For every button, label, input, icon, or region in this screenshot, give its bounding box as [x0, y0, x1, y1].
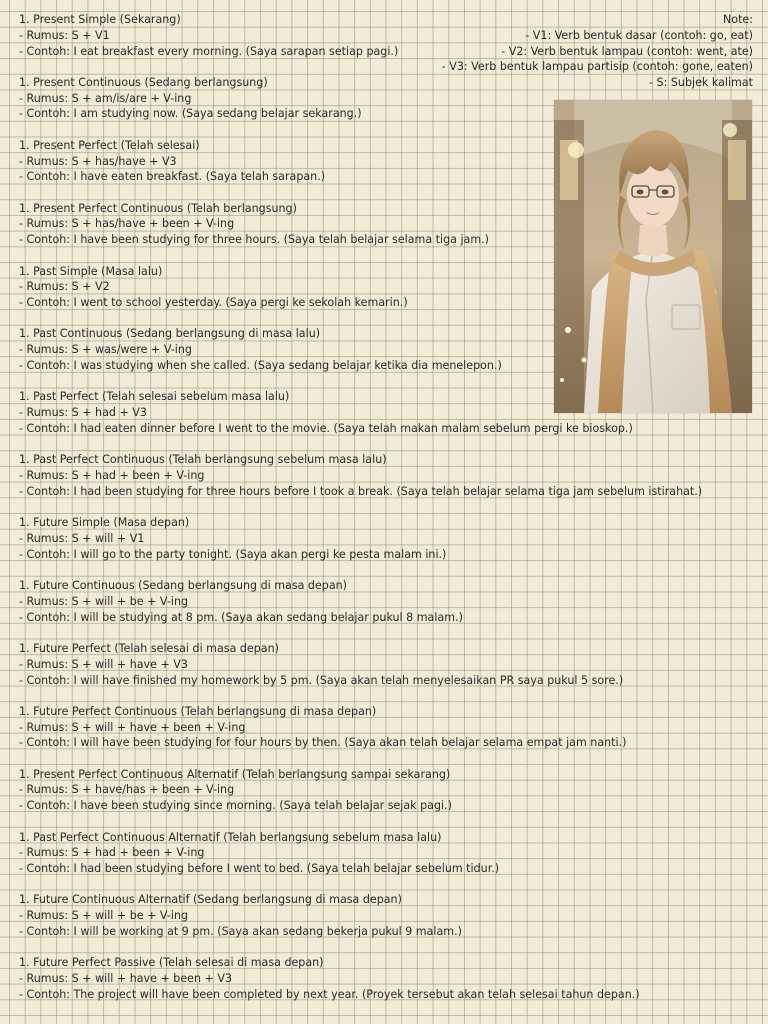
tense-example: - Contoh: I will have been studying for four hours by then. (Saya akan telah belajar selama empat jam nanti.): [19, 736, 627, 750]
tense-formula: - Rumus: S + have/has + been + V-ing: [19, 783, 235, 797]
tense-title: 1. Past Perfect Continuous Alternatif (Telah berlangsung sebelum masa lalu): [19, 830, 442, 844]
tense-title: 1. Future Continuous Alternatif (Sedang berlangsung di masa depan): [19, 893, 402, 907]
tense-section: [19, 515, 759, 562]
tense-title: 1. Past Simple (Masa lalu): [19, 264, 163, 278]
tense-formula: - Rumus: S + will + V1: [19, 531, 145, 545]
tense-title: 1. Present Continuous (Sedang berlangsung): [19, 75, 268, 89]
tense-example: - Contoh: I will go to the party tonight. (Saya akan pergi ke pesta malam ini.): [19, 547, 447, 561]
tense-section: [19, 830, 759, 877]
tense-formula: - Rumus: S + V2: [19, 280, 110, 294]
tense-example: - Contoh: I had been studying before I went to bed. (Saya telah belajar sebelum tidur.): [19, 862, 500, 876]
tense-formula: - Rumus: S + has/have + been + V-ing: [19, 217, 235, 231]
note-item: - V2: Verb bentuk lampau (contoh: went, ate): [501, 44, 753, 58]
tense-formula: - Rumus: S + has/have + V3: [19, 154, 177, 168]
tense-title: 1. Past Perfect Continuous (Telah berlangsung sebelum masa lalu): [19, 453, 387, 467]
tense-title: 1. Future Perfect Continuous (Telah berlangsung di masa depan): [19, 704, 377, 718]
tense-section: [19, 452, 759, 499]
tense-example: - Contoh: The project will have been completed by next year. (Proyek tersebut akan telah selesai tahun depan.): [19, 987, 640, 1001]
tense-section: [19, 892, 759, 939]
character-portrait: [554, 100, 752, 413]
tense-formula: - Rumus: S + was/were + V-ing: [19, 343, 192, 357]
tense-formula: - Rumus: S + will + have + V3: [19, 657, 188, 671]
tense-formula: - Rumus: S + had + been + V-ing: [19, 846, 205, 860]
tense-title: 1. Past Perfect (Telah selesai sebelum masa lalu): [19, 390, 290, 404]
note-item: - V3: Verb bentuk lampau partisip (contoh: gone, eaten): [441, 60, 753, 74]
tense-title: 1. Past Continuous (Sedang berlangsung di masa lalu): [19, 327, 321, 341]
tense-section: [19, 704, 759, 751]
note-box: [442, 12, 753, 91]
tense-formula: - Rumus: S + will + have + been + V3: [19, 972, 232, 986]
tense-example: - Contoh: I had been studying for three hours before I took a break. (Saya telah belajar selama tiga jam sebelum istirahat.): [19, 484, 703, 498]
tense-title: 1. Future Perfect (Telah selesai di masa depan): [19, 641, 279, 655]
tense-formula: - Rumus: S + will + be + V-ing: [19, 594, 189, 608]
tense-formula: - Rumus: S + will + be + V-ing: [19, 909, 189, 923]
tense-example: - Contoh: I had eaten dinner before I went to the movie. (Saya telah makan malam sebelum pergi ke bioskop.): [19, 421, 633, 435]
note-item: - V1: Verb bentuk dasar (contoh: go, eat): [525, 28, 753, 42]
tense-formula: - Rumus: S + V1: [19, 28, 110, 42]
tense-title: 1. Present Perfect Continuous (Telah berlangsung): [19, 201, 297, 215]
tense-formula: - Rumus: S + had + V3: [19, 406, 147, 420]
tense-example: - Contoh: I have been studying for three hours. (Saya telah belajar selama tiga jam.): [19, 233, 490, 247]
tense-title: 1. Future Simple (Masa depan): [19, 516, 190, 530]
tense-example: - Contoh: I have been studying since morning. (Saya telah belajar sejak pagi.): [19, 799, 452, 813]
tense-title: 1. Future Continuous (Sedang berlangsung di masa depan): [19, 579, 348, 593]
tense-example: - Contoh: I will be studying at 8 pm. (Saya akan sedang belajar pukul 8 malam.): [19, 610, 463, 624]
tense-example: - Contoh: I eat breakfast every morning. (Saya sarapan setiap pagi.): [19, 44, 399, 58]
tense-example: - Contoh: I am studying now. (Saya sedang belajar sekarang.): [19, 107, 362, 121]
tense-title: 1. Future Perfect Passive (Telah selesai di masa depan): [19, 956, 324, 970]
tense-example: - Contoh: I will have finished my homework by 5 pm. (Saya akan telah menyelesaikan PR saya pukul 5 sore.): [19, 673, 624, 687]
tense-formula: - Rumus: S + am/is/are + V-ing: [19, 91, 192, 105]
tense-example: - Contoh: I was studying when she called. (Saya sedang belajar ketika dia menelepon.): [19, 359, 502, 373]
tense-formula: - Rumus: S + had + been + V-ing: [19, 469, 205, 483]
tense-example: - Contoh: I will be working at 9 pm. (Saya akan sedang bekerja pukul 9 malam.): [19, 925, 462, 939]
tense-section: [19, 955, 759, 1002]
tense-section: [19, 641, 759, 688]
tense-title: 1. Present Perfect (Telah selesai): [19, 138, 200, 152]
tense-example: - Contoh: I have eaten breakfast. (Saya telah sarapan.): [19, 170, 326, 184]
note-item: - S: Subjek kalimat: [649, 76, 753, 90]
tense-example: - Contoh: I went to school yesterday. (Saya pergi ke sekolah kemarin.): [19, 296, 408, 310]
tense-section: [19, 767, 759, 814]
tense-title: 1. Present Perfect Continuous Alternatif (Telah berlangsung sampai sekarang): [19, 767, 451, 781]
tense-section: [19, 578, 759, 625]
tense-title: 1. Present Simple (Sekarang): [19, 13, 181, 26]
tense-formula: - Rumus: S + will + have + been + V-ing: [19, 720, 246, 734]
note-heading: Note:: [723, 13, 753, 26]
portrait-illustration: [554, 100, 752, 413]
